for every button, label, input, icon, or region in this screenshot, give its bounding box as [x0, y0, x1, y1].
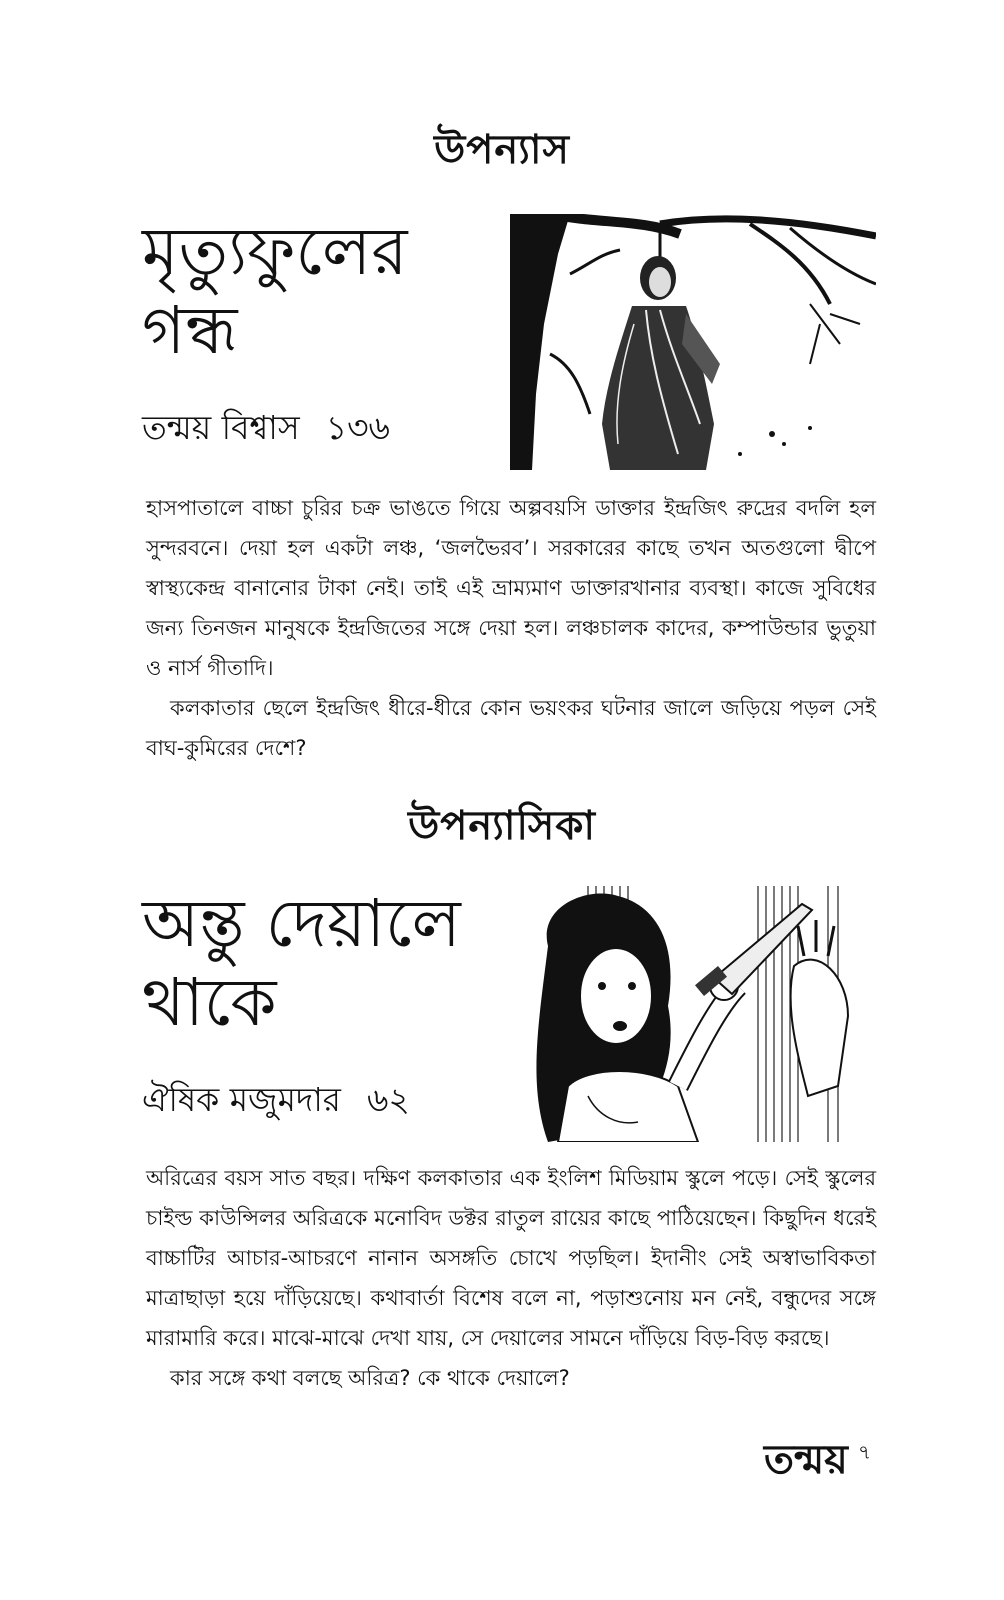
woman-with-knife-drawing: [528, 886, 876, 1142]
story-byline: [142, 402, 390, 458]
story-title-line-1: মৃত্যুফুলের: [142, 213, 408, 290]
page-reference: ১৩৬: [325, 408, 391, 447]
page-number: ৭: [858, 1440, 872, 1464]
story-title: [142, 884, 461, 1042]
author-name: তন্ময় বিশ্বাস: [142, 408, 300, 447]
synopsis-paragraph-1: অরিত্রের বয়স সাত বছর। দক্ষিণ কলকাতার এক ইংলিশ মিডিয়াম স্কুলে পড়ে। সেই স্কুলের চাইল্ড কাউন্সিলর অরিত্রকে মনোবিদ ডক্টর রাতুল রায়ের কাছে পাঠিয়েছেন। কিছুদিন ধরেই বাচ্চাটির আচার-আচরণে নানান অসঙ্গতি চোখে পড়ছিল। ইদানীং সেই অস্বাভাবিকতা মাত্রাছাড়া হয়ে দাঁড়িয়েছে। কথাবার্তা বিশেষ বলে না, পড়াশুনোয় মন নেই, বন্ধুদের সঙ্গে মারামারি করে। মাঝে-মাঝে দেখা যায়, সে দেয়ালের সামনে দাঁড়িয়ে বিড়-বিড় করছে।: [146, 1166, 876, 1350]
magazine-logo: তন্ময়: [764, 1437, 848, 1483]
hanging-woman-illustration: [510, 214, 876, 470]
novella-synopsis: [146, 1158, 876, 1398]
hanging-woman-drawing: [510, 214, 876, 470]
woman-with-knife-illustration: [528, 886, 876, 1142]
synopsis-paragraph-2: কার সঙ্গে কথা বলছে অরিত্র? কে থাকে দেয়ালে?: [170, 1366, 570, 1390]
story-title: [142, 212, 408, 370]
section-heading-novel: উপন্যাস: [434, 127, 570, 173]
page-reference: ৬২: [366, 1080, 410, 1119]
story-title-line-1: অন্তু দেয়ালে: [142, 885, 461, 962]
section-heading-novella: উপন্যাসিকা: [408, 803, 596, 849]
novel-synopsis: [146, 488, 876, 768]
synopsis-paragraph-1: হাসপাতালে বাচ্চা চুরির চক্র ভাঙতে গিয়ে অল্পবয়সি ডাক্তার ইন্দ্রজিৎ রুদ্রের বদলি হল সুন্দরবনে। দেয়া হল একটা লঞ্চ, ‘জলভৈরব’। সরকারের কাছে তখন অতগুলো দ্বীপে স্বাস্থ্যকেন্দ্র বানানোর টাকা নেই। তাই এই ভ্রাম্যমাণ ডাক্তারখানার ব্যবস্থা। কাজে সুবিধের জন্য তিনজন মানুষকে ইন্দ্রজিতের সঙ্গে দেয়া হল। লঞ্চচালক কাদের, কম্পাউন্ডার ভুতুয়া ও নার্স গীতাদি।: [146, 496, 876, 680]
story-title-line-2: থাকে: [142, 964, 277, 1042]
author-name: ঐষিক মজুমদার: [142, 1080, 341, 1119]
story-byline: [142, 1074, 410, 1130]
synopsis-paragraph-2: কলকাতার ছেলে ইন্দ্রজিৎ ধীরে-ধীরে কোন ভয়ংকর ঘটনার জালে জড়িয়ে পড়ল সেই বাঘ-কুমিরের দেশে?: [146, 696, 876, 760]
story-title-line-2: গন্ধ: [142, 292, 238, 370]
